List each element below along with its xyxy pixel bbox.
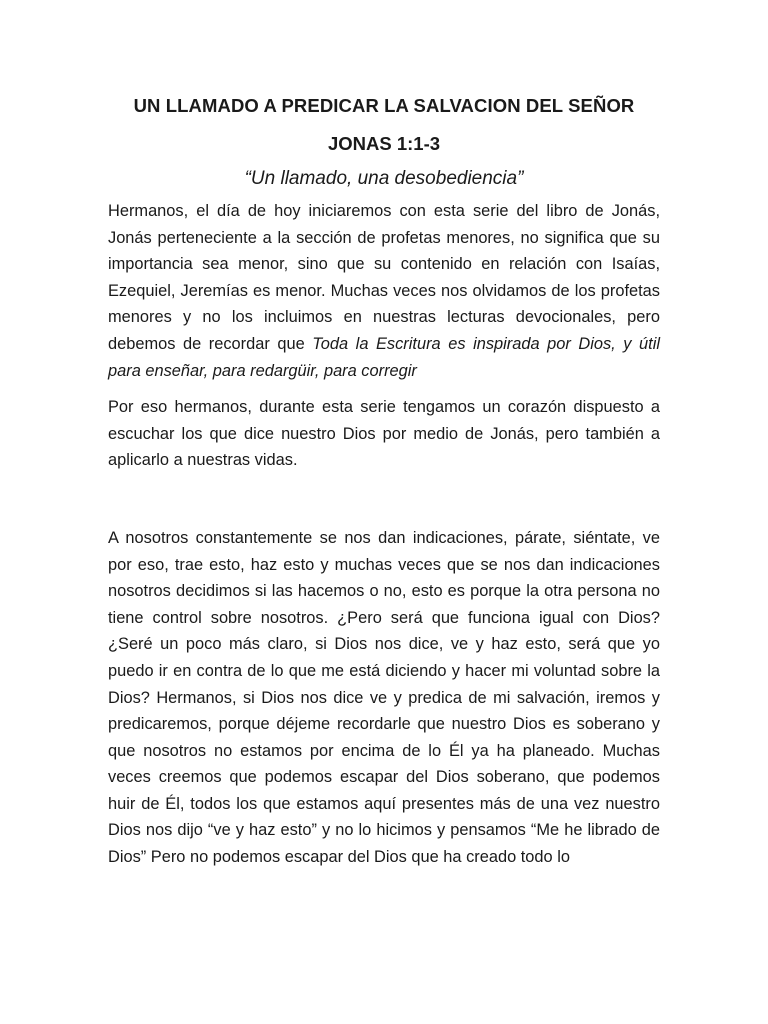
paragraph-3: A nosotros constantemente se nos dan indicaciones, párate, siéntate, ve por eso, trae esto, haz esto y muchas veces que se nos dan indicaciones nosotros decidimos si las hacemos o no, esto es porque la otra persona no tiene control sobre nosotros. ¿Pero será que funciona igual con Dios? ¿Seré un poco más claro, si Dios nos dice, ve y haz esto, será que yo puedo ir en contra de lo que me está diciendo y hacer mi voluntad sobre la Dios? Hermanos, si Dios nos dice ve y predica de mi salvación, iremos y predicaremos, porque déjeme recordarle que nuestro Dios es soberano y que nosotros no estamos por encima de lo Él ya ha planeado. Muchas veces creemos que podemos escapar del Dios soberano, que podemos huir de Él, todos los que estamos aquí presentes más de una vez nuestro Dios nos dijo “ve y haz esto” y no lo hicimos y pensamos “Me he librado de Dios” Pero no podemos escapar del Dios que ha creado todo lo — [108, 528, 660, 867]
subtitle-text: Un llamado, una desobediencia” — [250, 168, 524, 189]
document-title: UN LLAMADO A PREDICAR LA SALVACION DEL SEÑOR — [133, 95, 635, 116]
document-page — [108, 92, 660, 871]
scripture-reference: JONAS 1:1-3 — [327, 133, 441, 154]
document-subtitle — [108, 164, 660, 194]
subtitle-open-quote: “ — [244, 168, 251, 189]
scripture-quote: Toda la Escritura es inspirada por Dios, y útil para enseñar, para redargüir, para corregir — [108, 334, 660, 380]
paragraph-1-text: Hermanos, el día de hoy iniciaremos con esta serie del libro de Jonás, Jonás perteneciente a la sección de profetas menores, no significa que su importancia sea menor, sino que su contenido en relación con Isaías, Ezequiel, Jeremías es menor. Muchas veces nos olvidamos de los profetas menores y no los incluimos en nuestras lecturas devocionales, pero debemos de recordar que — [108, 202, 660, 353]
paragraph-2: Por eso hermanos, durante esta serie tengamos un corazón dispuesto a escuchar los que dice nuestro Dios por medio de Jonás, pero también a aplicarlo a nuestras vidas. — [108, 398, 660, 470]
paragraph-1 — [108, 198, 660, 384]
